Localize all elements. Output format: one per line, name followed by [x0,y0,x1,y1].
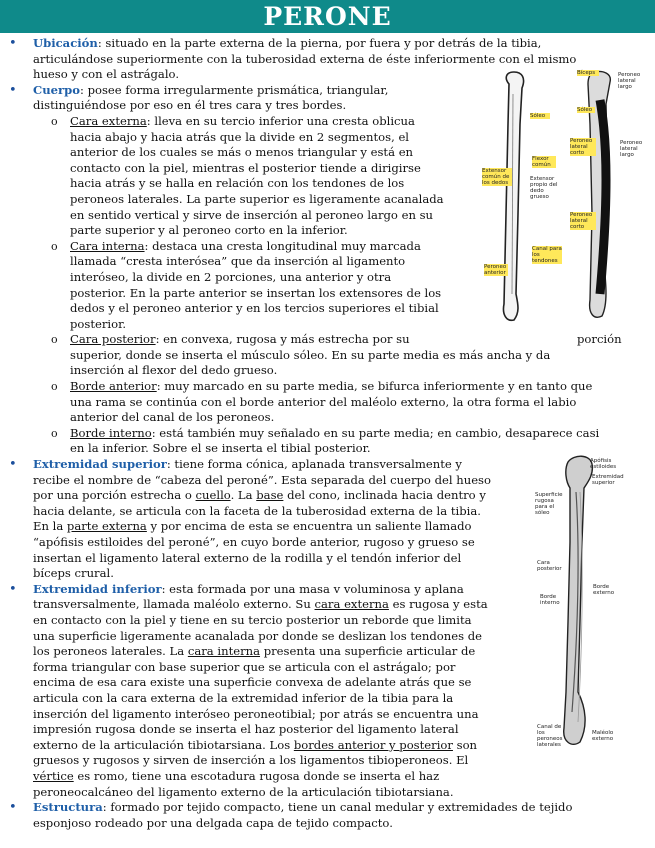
text: dedos y el peroneo anterior y en los tercios superiores el tibial [70,301,439,316]
text: una superficie ligeramente acanalada por donde se deslizan los tendones de [33,628,483,643]
text: : está también muy señalado en su parte media; en cambio, desaparece casi [151,425,600,440]
term-parte-externa: parte externa [66,519,147,534]
text: son [452,737,478,752]
text: articula con la cara externa de la extremidad inferior de la tibia para la [33,690,454,705]
label-peroneo-lateral-corto: Peroneo lateral corto [570,138,596,156]
text: : muy marcado en su parte media, se bifurca inferiormente y en tanto que [156,379,593,394]
text: hacia delante, se articula con la faceta de la tuberosidad externa de la tibia. [33,503,481,518]
item-cara-externa [7,114,647,239]
text: : esta formada por una masa v voluminosa y aplana [161,581,464,596]
text: : lleva en su tercio inferior una cresta oblicua [146,113,415,128]
document-body [7,36,647,831]
circle-bullet-icon: o [51,380,58,394]
label-borde-externo: Borde externo [593,584,615,596]
section-ubicacion [7,36,647,83]
text: insertan el ligamento lateral externo de la rodilla y el tendón inferior del [33,550,462,565]
text: los peroneos laterales. La [33,644,188,659]
text: es romo, tiene una escotadura rugosa donde se inserta el haz [73,768,440,783]
term-extremidad-superior: Extremidad superior [33,457,167,472]
text: : en convexa, rugosa y más estrecha por su [155,332,410,347]
label-extensor-propio: Extensor propio del dedo grueso [530,176,558,200]
text: distinguiéndose por eso en él tres cara y tres bordes. [33,98,347,113]
text: es rugosa y esta [388,597,488,612]
circle-bullet-icon: o [51,426,58,440]
text: : tiene forma cónica, aplanada transversalmente y [166,457,462,472]
label-peroneo-lateral-largo-top: Peroneo lateral largo [618,72,641,90]
label-apofisis-estiloides: Apófisis estiloides [590,458,617,470]
text: posterior. [70,316,127,331]
label-peroneo-anterior: Peroneo anterior [484,264,507,276]
title-bar [0,0,655,33]
term-cara-posterior: Cara posterior [70,332,156,347]
label-borde-interno: Borde interno [540,594,560,606]
text: en contacto con la piel y tiene en su tercio posterior un reborde que limita [33,612,472,627]
label-peroneo-largo-side: Peroneo lateral largo [620,140,643,158]
text: anterior del canal de los peroneos. [70,410,275,425]
term-base: base [256,488,284,503]
text: : formado por tejido compacto, tiene un canal medular y extremidades de tejido [102,800,573,815]
text: porción [577,332,622,347]
text: encima de esa cara existe una superficie convexa de adelante atrás que se [33,675,472,690]
text: : situado en la parte externa de la pierna, por fuera y por detrás de la tibia, [97,36,542,50]
text: en la inferior. Sobre el se inserta el tibial posterior. [70,441,371,456]
text: transversalmente, llamada maléolo externo. Su [33,597,315,612]
bullet-icon: • [9,36,17,51]
bullet-icon: • [9,82,17,98]
label-peroneo-corto-2: Peroneo lateral corto [570,212,596,230]
text: y por encima de esta se encuentra un saliente llamado [146,519,472,534]
text: esponjoso rodeado por una delgada capa de tejido compacto. [33,815,393,830]
text: impresión rugosa donde se inserta el haz posterior del ligamento lateral [33,722,459,737]
text: del cono, inclinada hacia dentro y [283,488,486,503]
text: en sentido vertical y sirve de inserción al peroneo largo en su [70,207,434,222]
text: externo de la articulación tibiotarsiana. Los [33,737,294,752]
label-soleo-2: Sóleo [530,113,550,119]
text: hacia abajo y hacia atrás que la divide en 2 segmentos, el [70,129,410,144]
label-extremidad-superior: Extremidad superior [592,474,624,486]
term-cara-interna-inf: cara interna [187,644,261,659]
text: por una porción estrecha o [33,488,196,503]
term-cuello: cuello [195,488,231,503]
label-maleolo-externo: Maléolo externo [592,730,614,742]
label-superficie-rugosa: Superficie rugosa para el sóleo [535,492,563,516]
item-borde-anterior [7,379,647,426]
term-ubicacion: Ubicación [33,36,98,50]
label-flexor-comun: Flexor común [532,156,556,168]
item-cara-posterior [7,332,647,379]
text: En la [33,519,67,534]
item-cara-interna [7,239,647,333]
text: hueso y con el astrágalo. [33,67,180,82]
text: gruesos y rugosos y sirven de inserción a los ligamentos tibioperoneos. El [33,753,469,768]
text: peroneos laterales. La parte superior es ligeramente acanalada [70,191,444,206]
section-extremidad-superior [7,457,647,582]
text: una rama se continúa con el borde anterior del maléolo externo, la otra forma el labio [70,394,577,409]
term-cara-externa: Cara externa [70,113,147,128]
text: articulándose superiormente con la tuberosidad externa de éste inferiormente con el mismo [33,51,577,66]
term-cara-externa-inf: cara externa [314,597,389,612]
circle-bullet-icon: o [51,114,58,128]
term-borde-interno: Borde interno [70,425,152,440]
bullet-icon: • [9,581,17,597]
label-canal-tendones: Canal para los tendones [532,246,562,264]
text: hacia atrás y se halla en relación con los tendones de los [70,176,405,191]
term-cara-interna: Cara interna [70,238,145,253]
text: parte superior y al peroneo corto en la inferior. [70,223,348,238]
circle-bullet-icon: o [51,333,58,347]
section-cuerpo [7,83,647,114]
text: presenta una superficie articular de [260,644,476,659]
term-vertice: vértice [33,768,74,783]
text: forma triangular con base superior que se articula con el astrágalo; por [33,659,456,674]
text: inserción al flexor del dedo grueso. [70,363,278,378]
text: contacto con la piel, mientras el posterior tiende a dirigirse [70,160,421,175]
label-extensor-comun: Extensor común de los dedos [482,168,512,186]
text: : destaca una cresta longitudinal muy marcada [144,238,421,253]
label-canal-peroneos: Canal de los peroneos laterales [537,724,563,748]
label-cara-posterior: Cara posterior [537,560,562,572]
term-extremidad-inferior: Extremidad inferior [33,581,162,596]
term-cuerpo: Cuerpo [33,82,80,97]
text: peroneocalcáneo del ligamento externo de la articulación tibiotarsiana. [33,784,454,799]
text: “apófisis estiloides del peroné”, en cuyo borde anterior, rugoso y grueso se [33,535,475,549]
label-biceps: Bíceps [577,70,599,76]
circle-bullet-icon: o [51,239,58,253]
text: llamada “cresta interósea” que da inserción al ligamento [70,254,406,269]
label-soleo-1: Sóleo [577,107,595,113]
text: superior, donde se inserta el músculo sóleo. En su parte media es más ancha y da [70,347,551,362]
text: anterior de los cuales se más o menos triangular y está en [70,145,414,160]
term-borde-anterior: Borde anterior [70,379,157,394]
page-title: PERONE [263,2,392,31]
section-estructura [7,800,647,831]
item-borde-interno [7,426,647,457]
text: inserción del ligamento interóseo peroneotibial; por atrás se encuentra una [33,706,479,721]
term-estructura: Estructura [33,800,103,815]
bullet-icon: • [9,800,17,816]
text: bíceps crural. [33,566,114,581]
text: interóseo, la divide en 2 porciones, una anterior y otra [70,269,392,284]
section-extremidad-inferior [7,582,647,800]
term-bordes: bordes anterior y posterior [293,737,453,752]
text: : posee forma irregularmente prismática, triangular, [79,82,389,97]
bullet-icon: • [9,457,17,473]
text: recibe el nombre de “cabeza del peroné”. Esta separada del cuerpo del hueso [33,472,491,487]
text: . La [230,488,257,503]
text: posterior. En la parte anterior se insertan los extensores de los [70,285,442,300]
